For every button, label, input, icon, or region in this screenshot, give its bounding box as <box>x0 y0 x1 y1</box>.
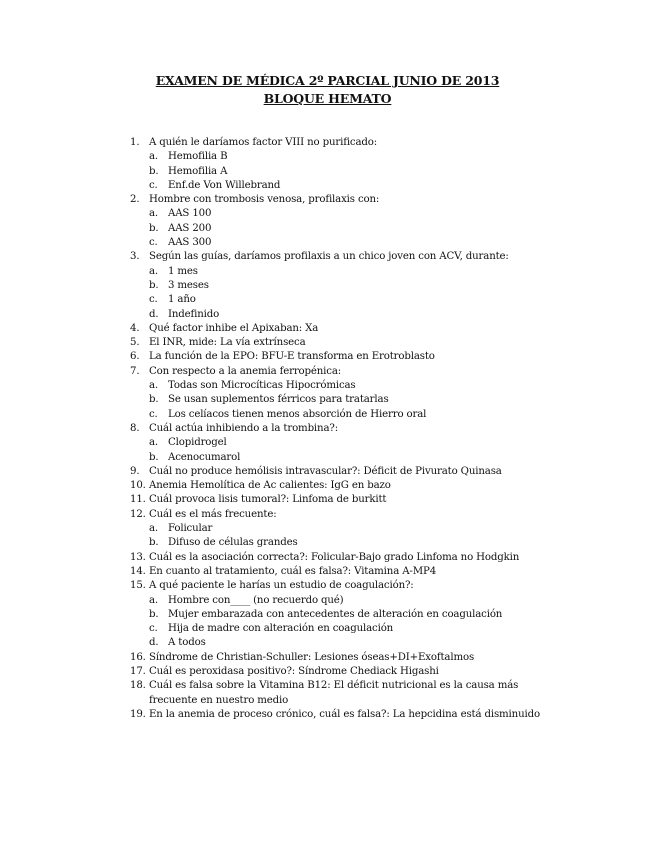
question-number: 3. <box>130 251 140 263</box>
question-text: A qué paciente le harías un estudio de coagulación?: <box>149 580 414 592</box>
answer-option <box>130 594 550 608</box>
answer-option <box>130 207 550 221</box>
question-number: 11. <box>130 494 146 506</box>
question-item <box>130 479 550 493</box>
question-number: 16. <box>130 651 146 663</box>
option-text: Mujer embarazada con antecedentes de alteración en coagulación <box>168 608 503 620</box>
question-item <box>130 493 550 507</box>
answer-option <box>130 279 550 293</box>
option-letter: b. <box>149 279 159 291</box>
question-text: Cuál es peroxidasa positivo?: Síndrome Chediack Higashi <box>149 665 439 677</box>
answer-option <box>130 608 550 622</box>
answer-option <box>130 293 550 307</box>
question-number: 1. <box>130 137 140 148</box>
answer-option <box>130 522 550 536</box>
question-item <box>130 551 550 565</box>
question-list <box>130 136 550 722</box>
answer-option <box>130 393 550 407</box>
question-number: 6. <box>130 351 140 363</box>
answer-option <box>130 436 550 450</box>
answer-option <box>130 236 550 250</box>
exam-title: EXAMEN DE MÉDICA 2º PARCIAL JUNIO DE 2013 <box>155 73 500 88</box>
option-text: 1 mes <box>168 265 198 277</box>
question-item <box>130 422 550 436</box>
question-item <box>130 665 550 679</box>
question-item <box>130 708 550 722</box>
option-letter: c. <box>149 294 158 306</box>
question-text: Cuál es el más frecuente: <box>149 508 277 520</box>
option-letter: c. <box>149 237 158 249</box>
answer-option <box>130 150 550 164</box>
question-item <box>130 508 550 522</box>
question-text: Con respecto a la anemia ferropénica: <box>149 365 342 377</box>
question-text: Cuál provoca lisis tumoral?: Linfoma de burkitt <box>149 494 387 506</box>
question-text: Cuál actúa inhibiendo a la trombina?: <box>149 422 338 434</box>
option-letter: c. <box>149 408 158 420</box>
option-letter: a. <box>149 208 159 220</box>
question-item <box>130 465 550 479</box>
option-text: 3 meses <box>168 279 209 291</box>
question-item <box>130 250 550 264</box>
option-letter: c. <box>149 179 158 191</box>
option-text: AAS 300 <box>168 237 212 249</box>
answer-option <box>130 379 550 393</box>
option-text: Indefinido <box>168 308 220 320</box>
question-number: 4. <box>130 322 140 334</box>
exam-subtitle: BLOQUE HEMATO <box>263 91 392 106</box>
option-letter: a. <box>149 265 159 277</box>
question-text: Qué factor inhibe el Apixaban: Xa <box>149 322 319 334</box>
option-letter: a. <box>149 523 159 535</box>
answer-option <box>130 265 550 279</box>
option-text: A todos <box>168 637 206 649</box>
option-text: 1 año <box>168 294 196 306</box>
option-text: Hombre con____ (no recuerdo qué) <box>168 594 344 606</box>
question-item <box>130 651 550 665</box>
option-text: Acenocumarol <box>168 451 241 463</box>
option-text: Los celíacos tienen menos absorción de Hierro oral <box>168 408 427 420</box>
option-letter: b. <box>149 394 159 406</box>
answer-option <box>130 308 550 322</box>
answer-option <box>130 636 550 650</box>
question-number: 8. <box>130 422 140 434</box>
question-number: 9. <box>130 465 140 477</box>
answer-option <box>130 222 550 236</box>
question-text: Cuál no produce hemólisis intravascular?: Déficit de Pivurato Quinasa <box>149 465 502 477</box>
option-text: Hemofilia B <box>168 151 228 163</box>
question-item <box>130 336 550 350</box>
question-number: 14. <box>130 565 146 577</box>
answer-option <box>130 536 550 550</box>
question-text: Hombre con trombosis venosa, profilaxis con: <box>149 194 380 206</box>
option-text: Clopidrogel <box>168 437 227 449</box>
question-number: 19. <box>130 708 146 720</box>
option-letter: d. <box>149 637 159 649</box>
option-text: AAS 100 <box>168 208 212 220</box>
option-text: Hemofilia A <box>168 165 228 177</box>
question-number: 13. <box>130 551 146 563</box>
question-number: 10. <box>130 480 146 492</box>
option-letter: a. <box>149 437 159 449</box>
question-text: Anemia Hemolítica de Ac calientes: IgG en bazo <box>149 480 391 492</box>
question-text: En cuanto al tratamiento, cuál es falsa?: Vitamina A-MP4 <box>149 565 437 577</box>
option-text: Todas son Microcíticas Hipocrómicas <box>168 380 356 392</box>
answer-option <box>130 622 550 636</box>
question-item <box>130 136 550 150</box>
question-number: 2. <box>130 194 140 206</box>
answer-option <box>130 165 550 179</box>
question-item <box>130 350 550 364</box>
question-text: La función de la EPO: BFU-E transforma en Erotroblasto <box>149 351 435 363</box>
question-number: 7. <box>130 365 140 377</box>
question-item <box>130 565 550 579</box>
question-number: 5. <box>130 337 140 349</box>
option-letter: a. <box>149 151 159 163</box>
answer-option <box>130 451 550 465</box>
question-text: Según las guías, daríamos profilaxis a un chico joven con ACV, durante: <box>149 251 509 263</box>
option-letter: c. <box>149 623 158 635</box>
answer-option <box>130 179 550 193</box>
option-text: Hija de madre con alteración en coagulación <box>168 623 394 635</box>
option-letter: b. <box>149 608 159 620</box>
option-letter: d. <box>149 308 159 320</box>
option-letter: b. <box>149 537 159 549</box>
option-text: Enf.de Von Willebrand <box>168 179 281 191</box>
option-text: Se usan suplementos férricos para tratarlas <box>168 394 389 406</box>
option-text: Difuso de células grandes <box>168 537 298 549</box>
question-number: 12. <box>130 508 146 520</box>
question-number: 15. <box>130 580 146 592</box>
option-letter: b. <box>149 451 159 463</box>
answer-option <box>130 408 550 422</box>
option-text: AAS 200 <box>168 222 212 234</box>
question-text: Cuál es falsa sobre la Vitamina B12: El déficit nutricional es la causa más frecuente en nuestro medio <box>149 680 519 706</box>
question-number: 18. <box>130 680 146 692</box>
question-text: En la anemia de proceso crónico, cuál es falsa?: La hepcidina está disminuido <box>149 708 540 720</box>
option-letter: a. <box>149 594 159 606</box>
question-text: A quién le daríamos factor VIII no purificado: <box>149 137 378 148</box>
question-item <box>130 579 550 593</box>
option-letter: b. <box>149 222 159 234</box>
question-item <box>130 322 550 336</box>
question-text: Síndrome de Christian-Schuller: Lesiones óseas+DI+Exoftalmos <box>149 651 475 663</box>
question-text: Cuál es la asociación correcta?: Folicular-Bajo grado Linfoma no Hodgkin <box>149 551 520 563</box>
question-text: El INR, mide: La vía extrínseca <box>149 337 306 349</box>
option-text: Folicular <box>168 523 213 535</box>
question-item <box>130 193 550 207</box>
option-letter: b. <box>149 165 159 177</box>
question-number: 17. <box>130 665 146 677</box>
option-letter: a. <box>149 380 159 392</box>
question-item <box>130 679 550 708</box>
question-item <box>130 365 550 379</box>
